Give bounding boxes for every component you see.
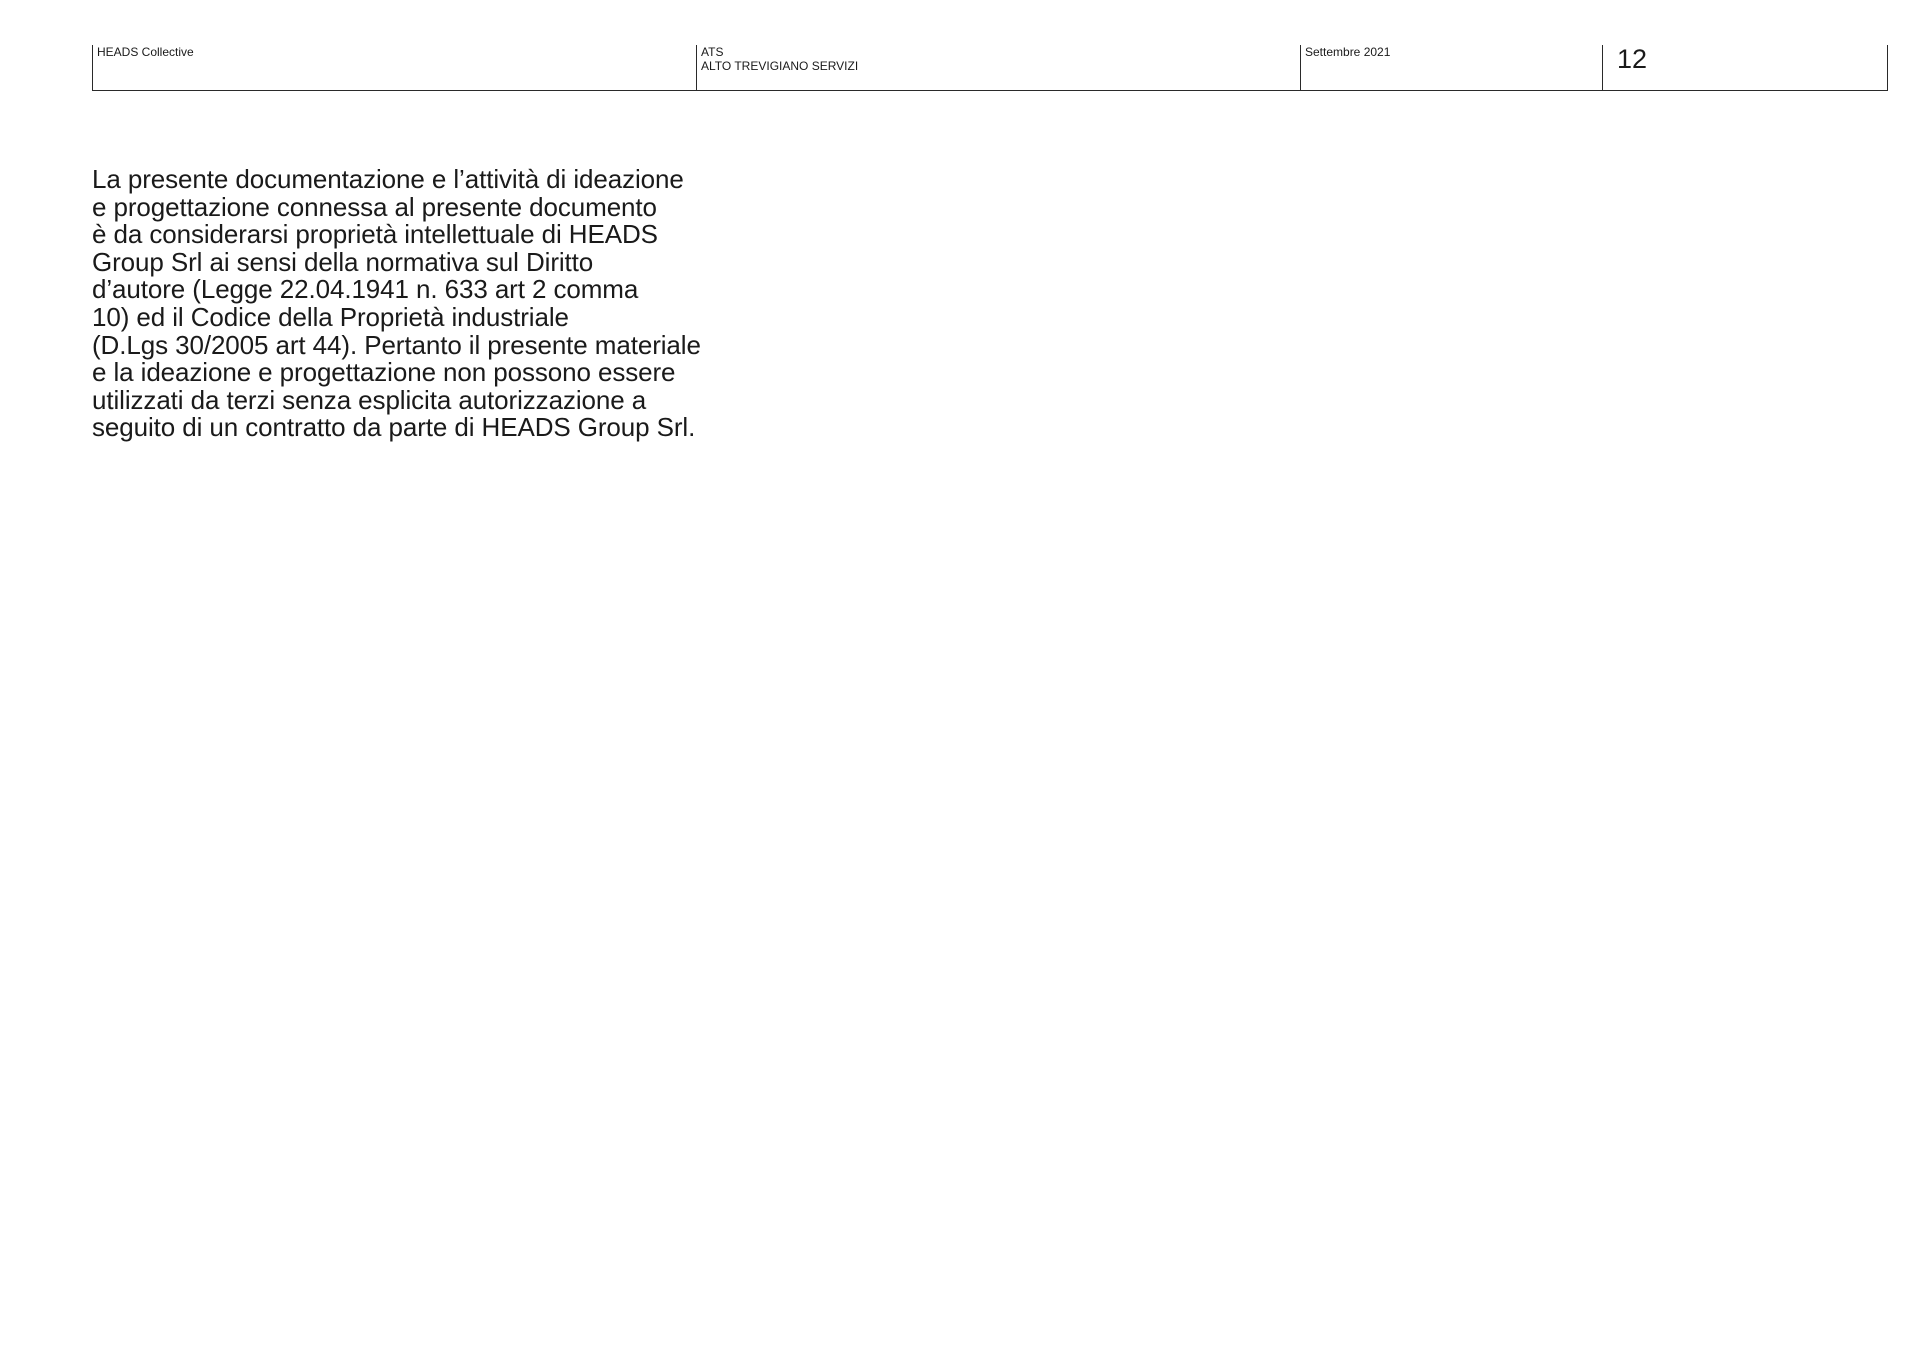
client-code: ATS [701,45,724,59]
header-cell-organization [92,45,696,91]
notice-line: utilizzati da terzi senza esplicita autorizzazione a [92,384,647,415]
page-header [92,45,1888,91]
notice-line: e la ideazione e progettazione non possono essere [92,357,676,388]
notice-line: e progettazione connessa al presente documento [92,191,657,222]
notice-line: d’autore (Legge 22.04.1941 n. 633 art 2 comma [92,274,639,305]
header-cell-date [1300,45,1602,91]
header-cell-page [1602,45,1888,91]
notice-line: 10) ed il Codice della Proprietà industriale [92,301,569,332]
notice-line: Group Srl ai sensi della normativa sul Diritto [92,246,594,277]
organization-name: HEADS Collective [97,45,194,59]
client-name: ALTO TREVIGIANO SERVIZI [701,59,859,73]
header-cell-client [696,45,1300,91]
page-number: 12 [1617,44,1648,74]
notice-line: seguito di un contratto da parte di HEADS Group Srl. [92,412,696,443]
notice-line: (D.Lgs 30/2005 art 44). Pertanto il presente materiale [92,329,701,360]
copyright-notice [92,166,772,442]
document-date: Settembre 2021 [1305,45,1391,59]
header-right-border [1887,45,1892,91]
notice-line: La presente documentazione e l’attività di ideazione [92,164,684,194]
notice-line: è da considerarsi proprietà intellettuale di HEADS [92,219,658,250]
